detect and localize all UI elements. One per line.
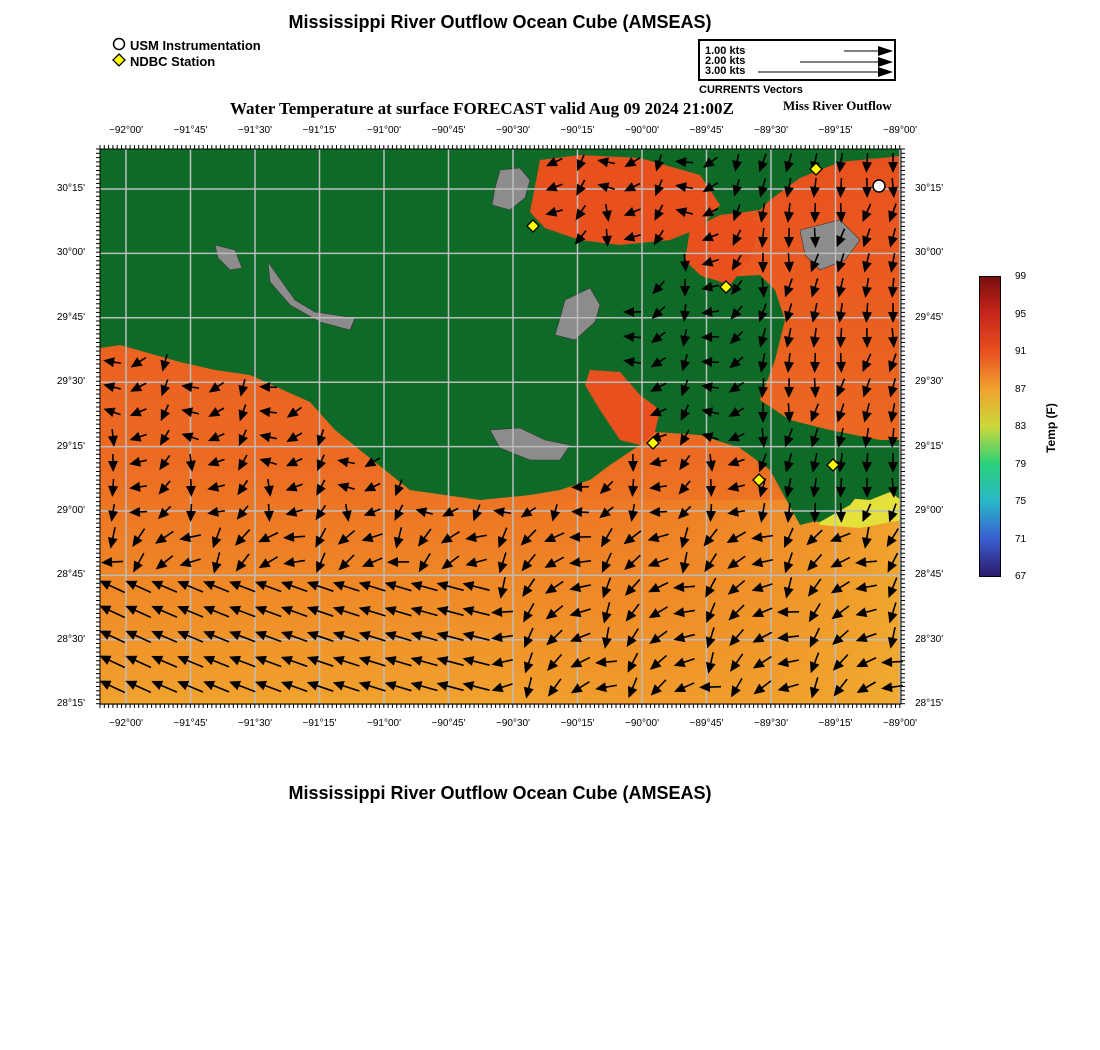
lat-tick-label: 29°30'	[915, 376, 944, 388]
colorbar-tick-label: 71	[1015, 533, 1027, 545]
map-subtitle: Water Temperature at surface FORECAST valid Aug 09 2024 21:00Z	[230, 99, 734, 118]
lon-tick-label: −91°15'	[302, 125, 337, 136]
colorbar-tick-label: 99	[1015, 271, 1027, 282]
lon-tick-label: −89°15'	[818, 718, 853, 729]
legend-ndbc-label: NDBC Station	[130, 54, 216, 69]
lat-tick-label: 30°15'	[915, 183, 944, 194]
lat-tick-label: 28°45'	[915, 569, 944, 581]
lon-tick-label: −91°30'	[238, 125, 272, 136]
lat-tick-label: 28°15'	[915, 698, 944, 710]
lon-tick-label: −90°15'	[560, 718, 595, 729]
lon-tick-label: −90°45'	[431, 718, 466, 729]
lat-tick-label: 28°30'	[915, 633, 944, 645]
lon-tick-label: −89°15'	[818, 125, 853, 136]
lon-tick-label: −91°00'	[367, 125, 401, 136]
colorbar-tick-label: 95	[1015, 308, 1027, 320]
lat-tick-label: 30°15'	[56, 183, 85, 194]
lon-tick-label: −89°30'	[754, 718, 788, 729]
lon-tick-label: −90°00'	[625, 125, 659, 136]
lon-tick-label: −90°30'	[496, 125, 530, 136]
usm-instrument-marker	[873, 180, 885, 192]
lat-tick-label: 29°15'	[56, 440, 85, 452]
lat-tick-label: 29°45'	[915, 311, 944, 323]
colorbar-tick-label: 79	[1015, 458, 1027, 470]
lon-tick-label: −91°45'	[173, 718, 208, 729]
lon-tick-label: −90°30'	[496, 718, 530, 729]
lon-tick-label: −89°00'	[883, 125, 917, 136]
page-title: Mississippi River Outflow Ocean Cube (AMSEAS)	[288, 12, 712, 32]
lat-tick-label: 29°30'	[56, 376, 85, 388]
lat-tick-label: 29°00'	[915, 505, 944, 516]
vector-legend-caption: CURRENTS Vectors	[699, 84, 803, 96]
lat-tick-label: 30°00'	[56, 247, 85, 259]
lon-tick-label: −92°00'	[109, 718, 143, 729]
vector-legend-2kt: 2.00 kts	[705, 55, 746, 67]
colorbar-gradient	[980, 277, 1000, 576]
lon-tick-label: −89°45'	[689, 125, 724, 136]
lon-tick-label: −91°00'	[367, 718, 401, 729]
colorbar-tick-label: 91	[1015, 346, 1027, 357]
lon-tick-label: −92°00'	[109, 125, 143, 136]
lat-tick-label: 29°15'	[915, 440, 944, 452]
vector-legend-3kt: 3.00 kts	[705, 65, 746, 77]
map-field	[100, 149, 901, 704]
lon-tick-label: −90°00'	[625, 718, 659, 729]
lon-tick-label: −89°45'	[689, 718, 724, 729]
colorbar-tick-label: 83	[1015, 421, 1027, 432]
lat-tick-label: 28°15'	[56, 698, 85, 710]
temperature-colorbar	[979, 276, 1001, 577]
lon-tick-label: −90°45'	[431, 125, 466, 136]
colorbar-tick-label: 67	[1015, 571, 1027, 582]
lat-tick-label: 28°45'	[56, 569, 85, 581]
lat-tick-label: 28°30'	[56, 633, 85, 645]
vector-legend-1kt: 1.00 kts	[705, 45, 746, 57]
footer-title: Mississippi River Outflow Ocean Cube (AMSEAS)	[288, 783, 712, 803]
lat-tick-label: 29°00'	[56, 505, 85, 516]
region-label: Miss River Outflow	[783, 98, 892, 113]
colorbar-tick-label: 87	[1015, 383, 1027, 395]
lon-tick-label: −89°30'	[754, 125, 788, 136]
legend-usm-label: USM Instrumentation	[130, 38, 261, 53]
colorbar-tick-label: 75	[1015, 496, 1027, 507]
lon-tick-label: −91°15'	[302, 718, 337, 729]
lon-tick-label: −90°15'	[560, 125, 595, 136]
lon-tick-label: −91°30'	[238, 718, 272, 729]
lon-tick-label: −89°00'	[883, 718, 917, 729]
colorbar-label: Temp (F)	[1044, 403, 1058, 453]
lat-tick-label: 29°45'	[56, 311, 85, 323]
lon-tick-label: −91°45'	[173, 125, 208, 136]
sea-surface-cool-shade	[510, 500, 901, 704]
lat-tick-label: 30°00'	[915, 247, 944, 259]
